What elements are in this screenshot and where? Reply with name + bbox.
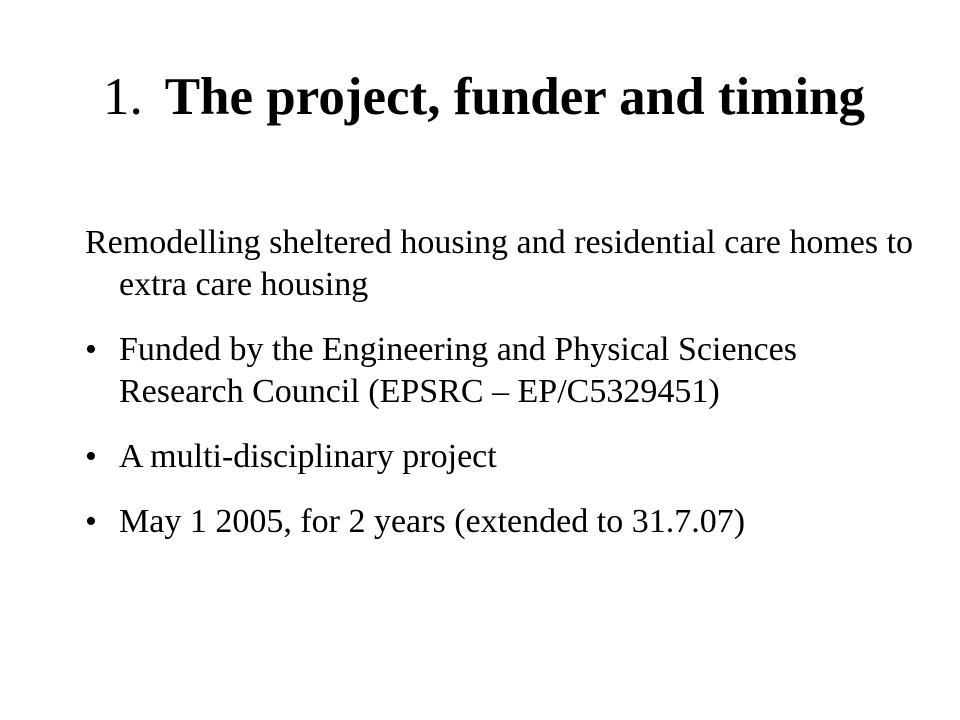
bullet-list xyxy=(85,329,925,543)
bullet-item-funding xyxy=(85,329,925,413)
slide-title xyxy=(80,62,888,132)
bullet-icon: • xyxy=(85,331,97,368)
title-text: The project, funder and timing xyxy=(164,68,866,126)
bullet-text: A multi-disciplinary project xyxy=(119,438,497,475)
intro-paragraph: Remodelling sheltered housing and residential care homes to extra care housing xyxy=(85,224,914,303)
slide-body xyxy=(85,222,925,566)
bullet-text: May 1 2005, for 2 years (extended to 31.7.07) xyxy=(119,503,746,540)
bullet-icon: • xyxy=(85,503,97,540)
bullet-text: Funded by the Engineering and Physical Sciences Research Council (EPSRC – EP/C5329451) xyxy=(119,331,797,410)
bullet-item-timing xyxy=(85,501,925,543)
bullet-item-discipline xyxy=(85,436,925,478)
title-number: 1. xyxy=(102,68,143,126)
bullet-icon: • xyxy=(85,438,97,475)
